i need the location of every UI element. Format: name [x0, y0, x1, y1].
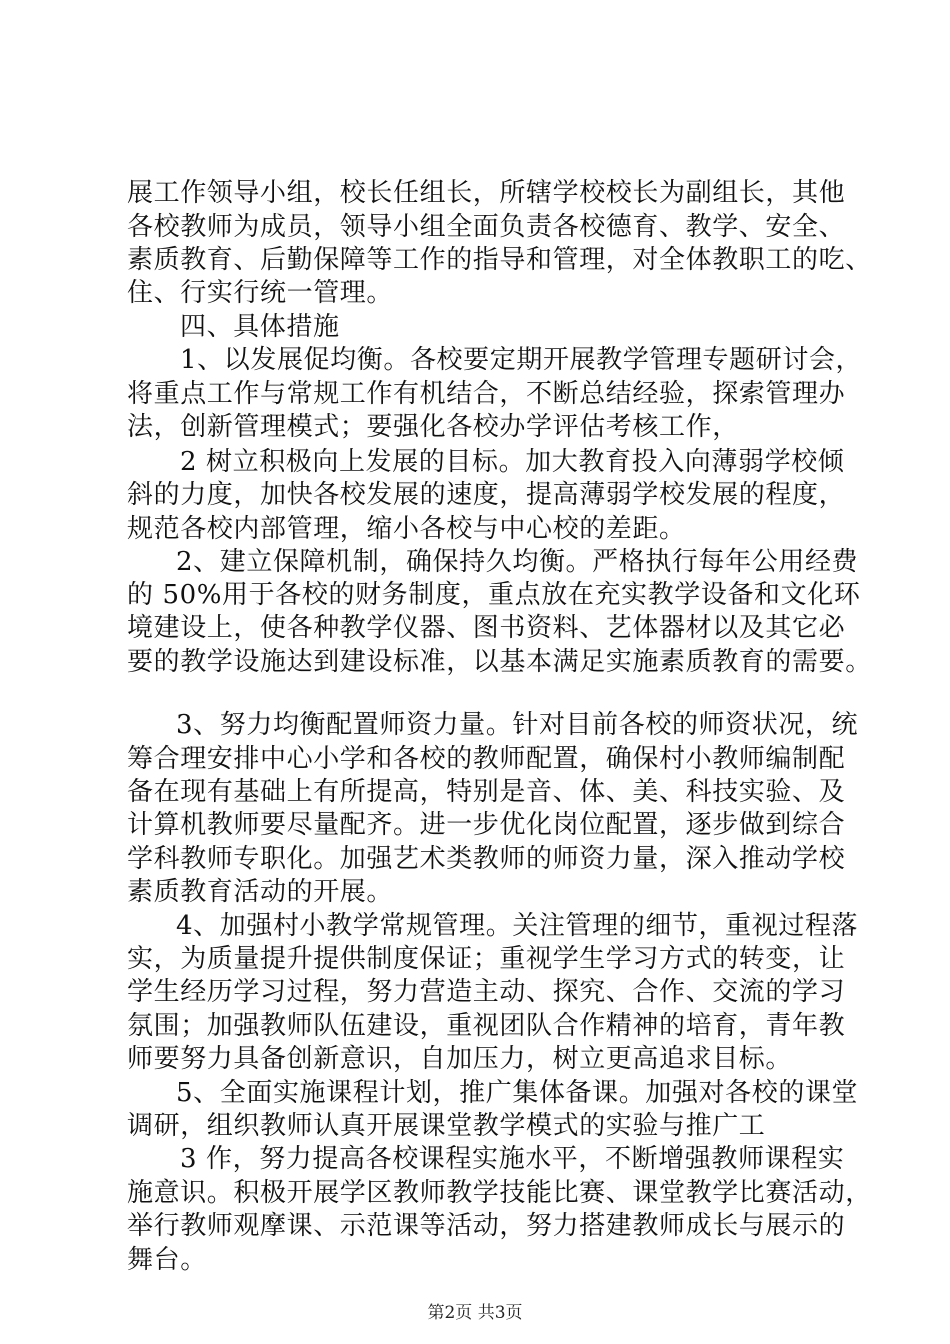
text-line: 素质教育、后勤保障等工作的指导和管理，对全体教职工的吃、 [127, 245, 872, 275]
text-line: 筹合理安排中心小学和各校的教师配置，确保村小教师编制配 [127, 744, 846, 774]
text-line: 住、行实行统一管理。 [127, 278, 394, 308]
text-line: 的 50%用于各校的财务制度，重点放在充实教学设备和文化环 [127, 580, 861, 610]
text-line: 4、加强村小教学常规管理。关注管理的细节，重视过程落 [176, 911, 859, 941]
text-line: 3、努力均衡配置师资力量。针对目前各校的师资状况，统 [176, 710, 859, 740]
section-heading: 四、具体措施 [180, 312, 340, 342]
text-line: 2 树立积极向上发展的目标。加大教育投入向薄弱学校倾 [180, 447, 845, 477]
text-line: 备在现有基础上有所提高，特别是音、体、美、科技实验、及 [127, 777, 846, 807]
text-line: 将重点工作与常规工作有机结合，不断总结经验，探索管理办 [127, 379, 846, 409]
text-line: 师要努力具备创新意识，自加压力，树立更高追求目标。 [127, 1044, 793, 1074]
text-line: 调研，组织教师认真开展课堂教学模式的实验与推广工 [127, 1111, 766, 1141]
text-line: 各校教师为成员，领导小组全面负责各校德育、教学、安全、 [127, 212, 846, 242]
text-line: 3 作，努力提高各校课程实施水平，不断增强教师课程实 [180, 1144, 845, 1174]
text-line: 5、全面实施课程计划，推广集体备课。加强对各校的课堂 [176, 1078, 859, 1108]
text-line: 施意识。积极开展学区教师教学技能比赛、课堂教学比赛活动， [127, 1178, 872, 1208]
text-line: 斜的力度，加快各校发展的速度，提高薄弱学校发展的程度， [127, 480, 846, 510]
text-line: 实，为质量提升提供制度保证；重视学生学习方式的转变，让 [127, 944, 846, 974]
text-line: 境建设上，使各种教学仪器、图书资料、艺体器材以及其它必 [127, 613, 846, 643]
text-line: 计算机教师要尽量配齐。进一步优化岗位配置，逐步做到综合 [127, 810, 846, 840]
text-line: 要的教学设施达到建设标准，以基本满足实施素质教育的需要。 [127, 647, 872, 677]
text-line: 素质教育活动的开展。 [127, 877, 394, 907]
page-footer: 第2页 共3页 [427, 1303, 523, 1323]
text-line: 展工作领导小组，校长任组长，所辖学校校长为副组长，其他 [127, 178, 846, 208]
text-line: 1、以发展促均衡。各校要定期开展教学管理专题研讨会， [180, 345, 863, 375]
text-line: 学科教师专职化。加强艺术类教师的师资力量，深入推动学校 [127, 844, 846, 874]
text-line: 法，创新管理模式；要强化各校办学评估考核工作， [127, 412, 739, 442]
text-line: 学生经历学习过程，努力营造主动、探究、合作、交流的学习 [127, 977, 846, 1007]
text-line: 2、建立保障机制，确保持久均衡。严格执行每年公用经费 [176, 547, 859, 577]
text-line: 氛围；加强教师队伍建设，重视团队合作精神的培育，青年教 [127, 1011, 846, 1041]
text-line: 舞台。 [127, 1245, 207, 1275]
text-line: 规范各校内部管理，缩小各校与中心校的差距。 [127, 514, 686, 544]
text-line: 举行教师观摩课、示范课等活动，努力搭建教师成长与展示的 [127, 1211, 846, 1241]
